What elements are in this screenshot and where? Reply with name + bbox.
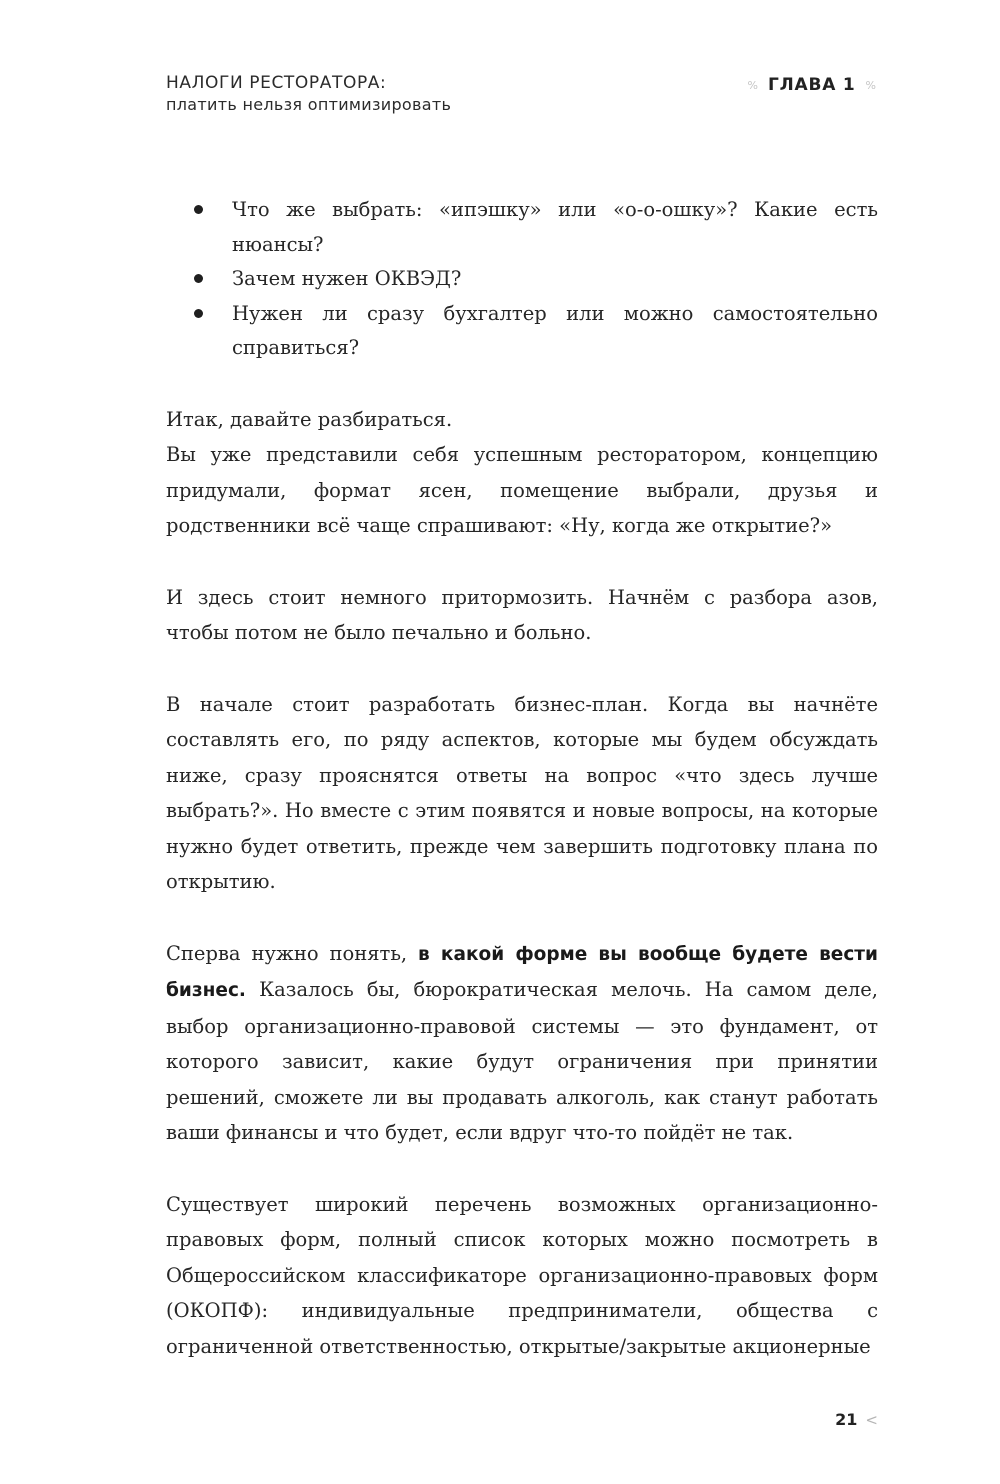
chapter-label: ГЛАВА 1 — [767, 75, 856, 95]
paragraph-business-plan: В начале стоит разработать бизнес-план. Когда вы начнёте составлять его, по ряду аспектов, которые мы будем обсуждать ниже, сразу прояснятся ответы на вопрос «что здесь лучше выбрать?». Но вместе с этим появятся и новые вопросы, на которые нужно будет ответить, прежде чем завершить подготовку плана по открытию. — [166, 692, 878, 893]
percent-icon: % — [865, 78, 876, 92]
paragraph-intro: Итак, давайте разбираться. — [166, 407, 453, 431]
paragraph-legal-form — [166, 936, 878, 1151]
percent-icon: % — [747, 78, 758, 92]
bullet-icon — [194, 309, 203, 318]
bullet-icon — [194, 205, 203, 214]
list-item-text: Зачем нужен ОКВЭД? — [232, 267, 462, 290]
list-item-text: Нужен ли сразу бухгалтер или можно самостоятельно справиться? — [232, 301, 878, 359]
book-title: НАЛОГИ РЕСТОРАТОРА: — [166, 73, 387, 93]
list-item — [166, 297, 878, 366]
question-list — [166, 193, 878, 366]
paragraph-slow-down: И здесь стоит немного притормозить. Начнём с разбора азов, чтобы потом не было печально и больно. — [166, 585, 878, 644]
paragraph-legal-form-rest: Казалось бы, бюрократическая мелочь. На самом деле, выбор организационно-правовой системы — это фундамент, от которого зависит, какие будут ограничения при принятии решений, сможете ли вы продавать алкоголь, как станут работать ваши финансы и что будет, если вдруг что-то пойдёт не так. — [166, 978, 878, 1144]
paragraph-legal-form-emphasis: в какой форме вы вообще будете вести бизнес. — [166, 943, 878, 1001]
page-number: 21 — [835, 1410, 858, 1429]
chapter-indicator — [748, 75, 876, 95]
bullet-icon — [194, 274, 203, 283]
list-item-text: Что же выбрать: «ипэшку» или «о-о-ошку»? Какие есть нюансы? — [232, 198, 878, 256]
page-footer — [835, 1410, 878, 1429]
paragraph-okopf: Существует широкий перечень возможных организационно-правовых форм, полный список которых можно посмотреть в Общероссийском классификаторе организационно-правовых форм (ОКОПФ): индивидуальные предприниматели, общества с ограниченной ответственностью, открытые/закрытые акционерные — [166, 1192, 878, 1358]
list-item — [166, 193, 878, 262]
paragraph-legal-form-start: Сперва нужно понять, — [166, 941, 419, 965]
chevron-left-icon: < — [865, 1410, 878, 1429]
page-body — [166, 193, 878, 1400]
running-header — [166, 73, 882, 123]
paragraph-restaurateur: Вы уже представили себя успешным ресторатором, концепцию придумали, формат ясен, помещение выбрали, друзья и родственники всё чаще спрашивают: «Ну, когда же открытие?» — [166, 443, 878, 537]
list-item — [166, 262, 878, 297]
book-subtitle: платить нельзя оптимизировать — [166, 95, 452, 114]
